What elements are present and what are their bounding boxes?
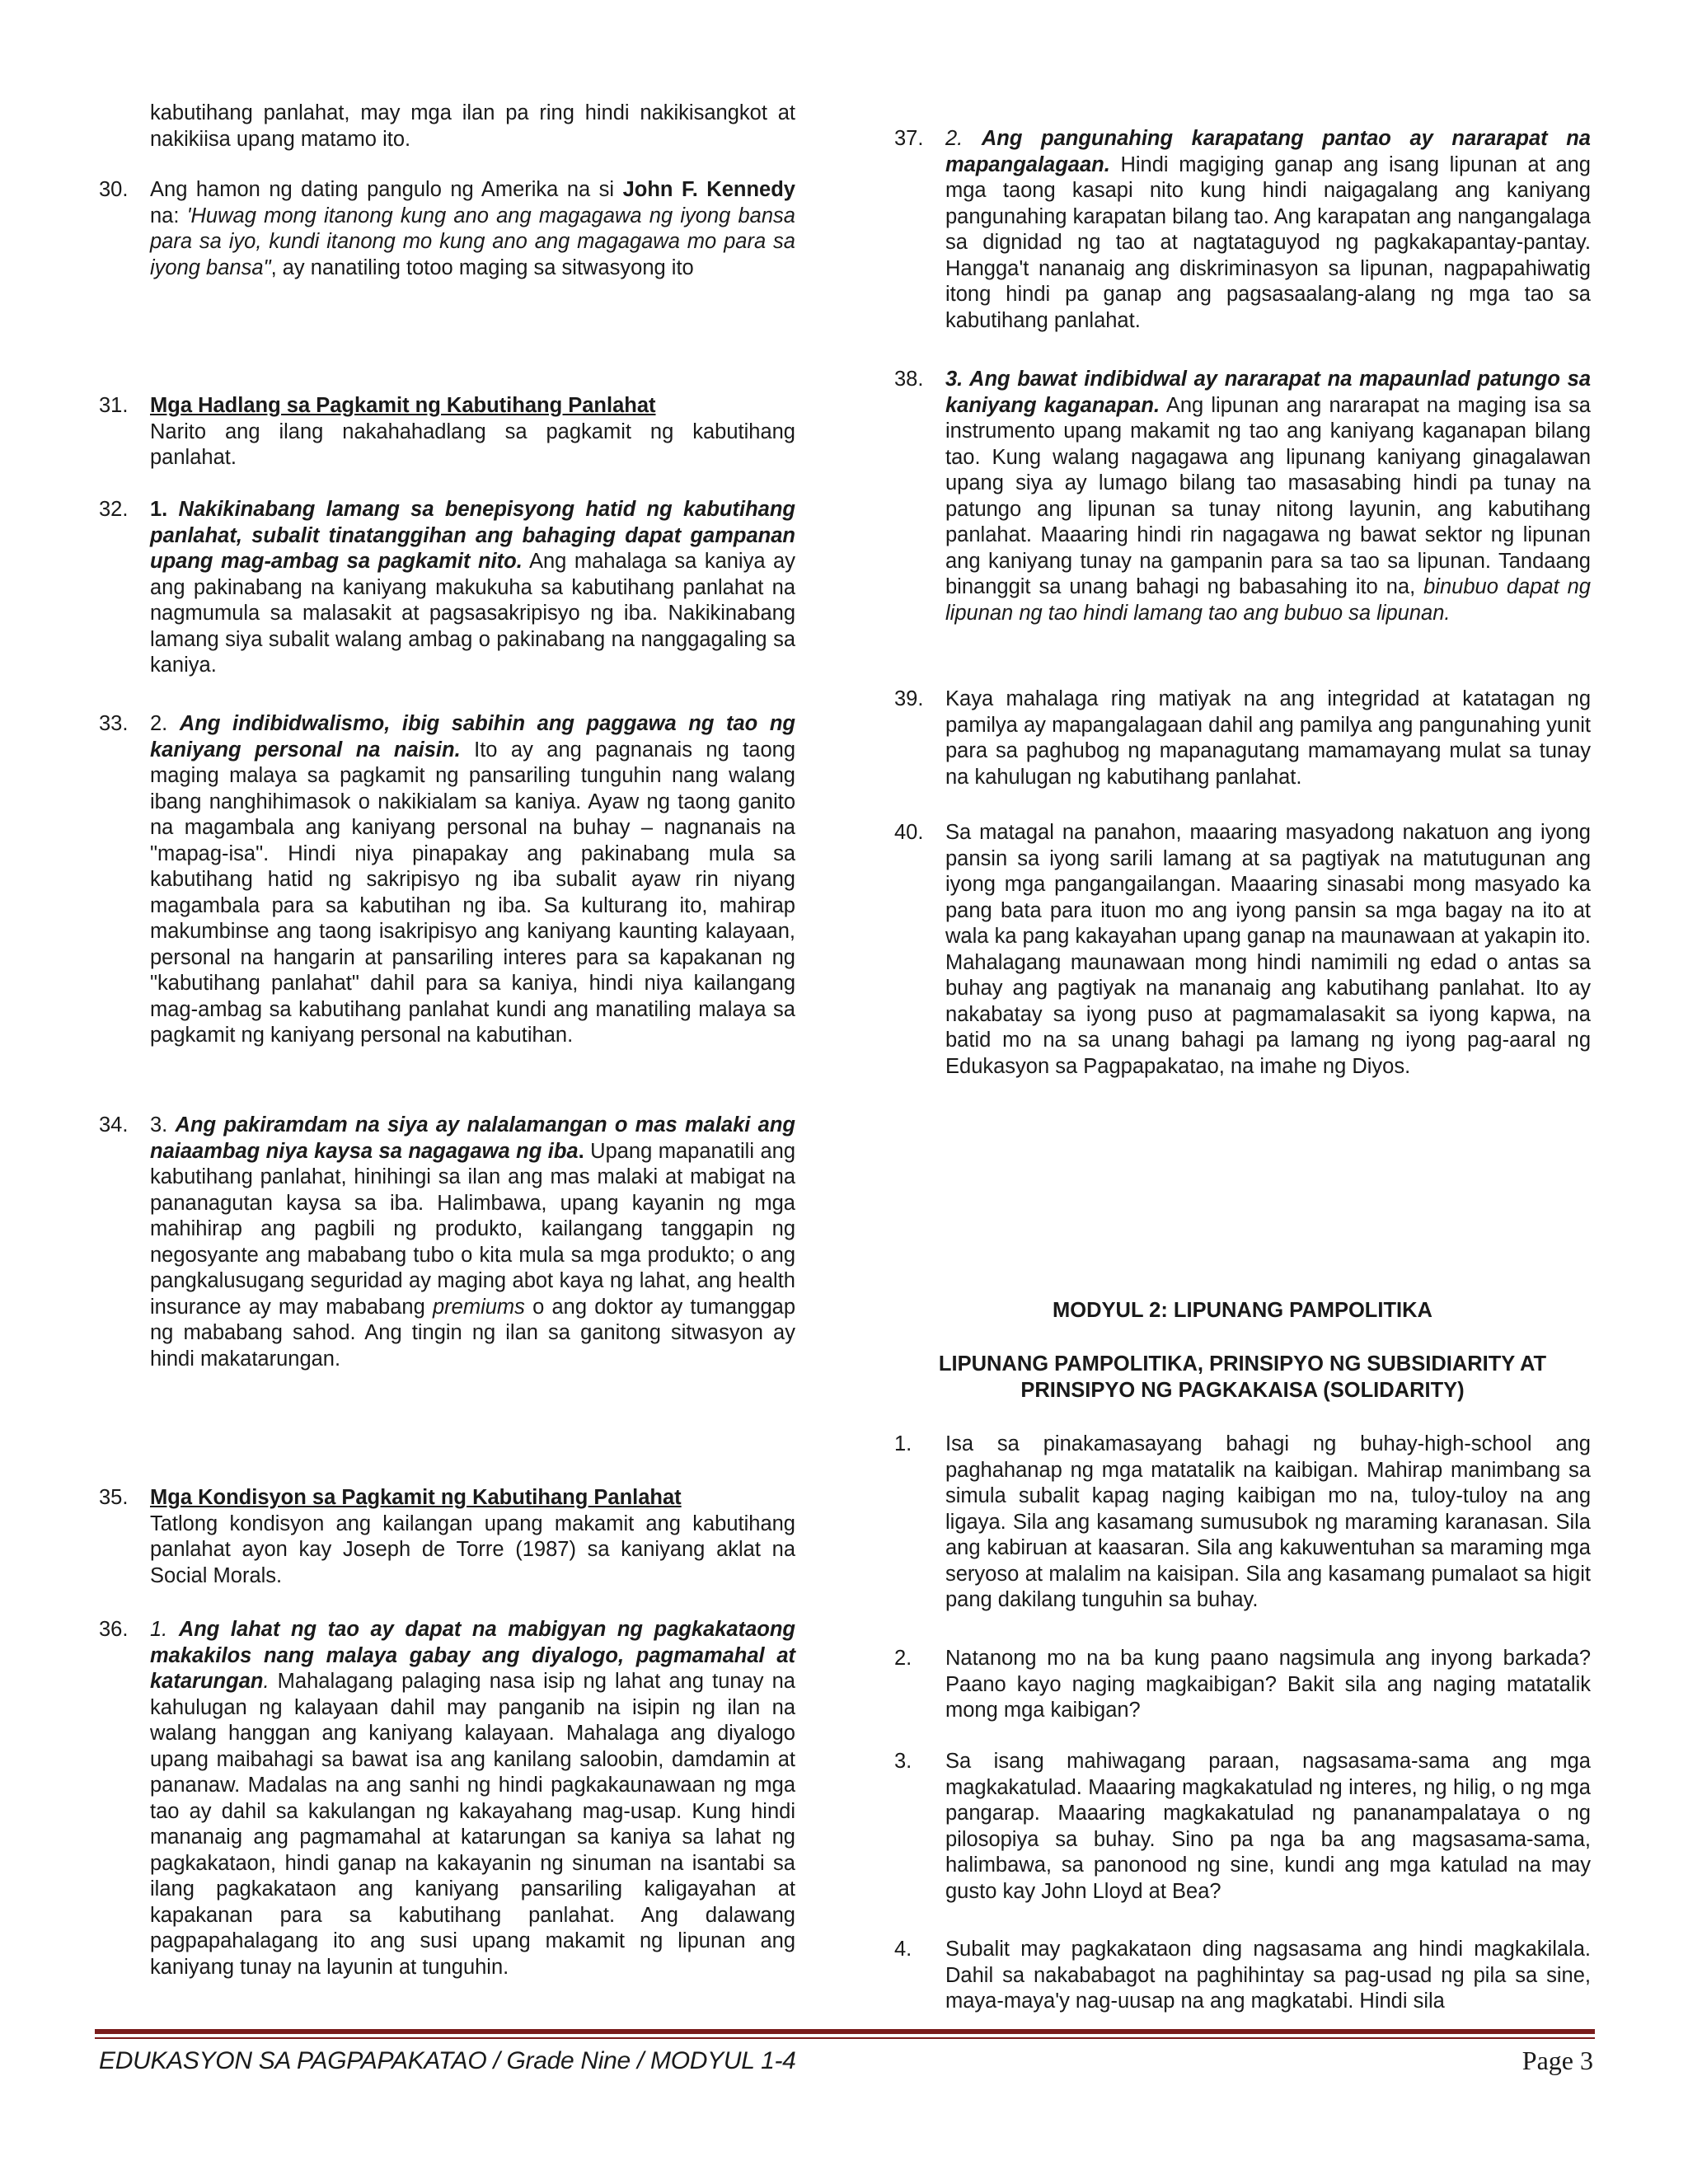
continued-paragraph: kabutihang panlahat, may mga ilan pa ring hindi nakikisangkot at nakikiisa upang matamo ito.: [150, 101, 795, 151]
item-31: 31. Mga Hadlang sa Pagkamit ng Kabutihang Panlahat Narito ang ilang nakahahadlang sa pagkamit ng kabutihang panlahat.: [99, 394, 795, 469]
item-30: 30. Ang hamon ng dating pangulo ng Amerika na si John F. Kennedy na: 'Huwag mong itanong kung ano ang magagawa ng iyong bansa para sa iyo, kundi itanong mo kung ano ang magagawa mo para sa iyong bansa", ay nanatiling totoo maging sa sitwasyong ito: [99, 178, 795, 279]
page-number: Page 3: [1522, 2046, 1593, 2075]
item-36: 36. 1. Ang lahat ng tao ay dapat na mabigyan ng pagkakataong makakilos nang malaya gabay ang diyalogo, pagmamahal at katarungan. Mahalagang palaging nasa isip ng lahat ang tunay na kahulugan ng kalayaan dahil may panganib na isipin ng ilan na walang hanggan ang kaniyang kalayaan. Mahalaga ang diyalogo upang maibahagi sa bawat isa ang kanilang saloobin, damdamin at pananaw. Madalas na ang sanhi ng hindi pagkakaunawaan ng mga tao ay dahil sa kakulangan ng kakayahang mag-usap. Kung hindi mananaig ang pagmamahal at katarungan sa kaniya sa lahat ng pagkakataon, hindi ganap na kakayanin ng sinuman na isantabi sa ilang pagkakataon ang kaniyang pansariling kaligayahan at kapakanan para sa kabutihang panlahat. Ang dalawang pagpapahalagang ito ang susi upang makamit ng lipunan ang kaniyang tunay na layunin at tunguhin.: [99, 1618, 795, 1979]
module-item-2: 2. Natanong mo na ba kung paano nagsimula ang inyong barkada? Paano kayo naging magkaibigan? Bakit sila ang naging matatalik mong mga kaibigan?: [894, 1647, 1591, 1722]
item-35: 35. Mga Kondisyon sa Pagkamit ng Kabutihang Panlahat Tatlong kondisyon ang kailangan upang makamit ang kabutihang panlahat ayon kay Joseph de Torre (1987) sa kaniyang aklat na Social Morals.: [99, 1486, 795, 1587]
footer-rule-thin: [95, 2037, 1595, 2039]
footer-rule: [95, 2029, 1595, 2034]
item-34: 34. 3. Ang pakiramdam na siya ay nalalamangan o mas malaki ang naiaambag niya kaysa sa nagagawa ng iba. Upang mapanatili ang kabutihang panlahat, hinihingi sa ilan ang mas malaki at mabigat na pananagutan kaysa sa iba. Halimbawa, upang kayanin ng mga mahihirap ang pagbili ng produkto, kailangang tanggapin ng negosyante ang mababang tubo o kita mula sa mga produkto; o ang pangkalusugang seguridad ay maging abot kaya ng lahat, ang health insurance ay may mababang premiums o ang doktor ay tumanggap ng mababang sahod. Ang tingin ng ilan sa ganitong sitwasyon ay hindi makatarungan.: [99, 1113, 795, 1371]
item-32: 32. 1. Nakikinabang lamang sa benepisyong hatid ng kabutihang panlahat, subalit tinatanggihan ang bahaging dapat gampanan upang mag-ambag sa pagkamit nito. Ang mahalaga sa kaniya ay ang pakinabang na kaniyang makukuha sa kabutihang panlahat na nagmumula sa malasakit at pagsasakripisyo ng iba. Nakikinabang lamang siya subalit walang ambag o pakinabang na nanggagaling sa kaniya.: [99, 498, 795, 677]
item-39: 39. Kaya mahalaga ring matiyak na ang integridad at katatagan ng pamilya ay mapangalagaan dahil ang pamilya ang pangunahing yunit para sa paghubog ng mapanagutang mamamayang mulat sa tunay na kahulugan ng kabutihang panlahat.: [894, 687, 1591, 789]
module-item-4: 4. Subalit may pagkakataon ding nagsasama ang hindi magkakilala. Dahil sa nakababagot na paghihintay sa pag-usad ng pila sa sine, maya-maya'y nag-uusap na ang magkatabi. Hindi sila: [894, 1938, 1591, 2013]
section-heading: Mga Kondisyon sa Pagkamit ng Kabutihang Panlahat: [150, 1486, 682, 1509]
footer-title: EDUKASYON SA PAGPAPAKATAO / Grade Nine / MODYUL 1-4: [99, 2047, 796, 2074]
module-title: MODYUL 2: LIPUNANG PAMPOLITIKA: [1053, 1299, 1432, 1322]
section-heading: Mga Hadlang sa Pagkamit ng Kabutihang Panlahat: [150, 394, 656, 417]
module-item-1: 1. Isa sa pinakamasayang bahagi ng buhay-high-school ang paghahanap ng mga matatalik na kaibigan. Mahirap manimbang sa simula subalit kapag naging kaibigan mo na, tuloy-tuloy na ang ligaya. Sila ang kasamang sumusubok ng maraming karanasan. Sila ang kabiruan at kaasaran. Sila ang kakuwentuhan sa maraming mga seryoso at malalim na kaisipan. Sila ang kasamang pumalaot sa higit pang dakilang tunguhin sa buhay.: [894, 1432, 1591, 1611]
item-40: 40. Sa matagal na panahon, maaaring masyadong nakatuon ang iyong pansin sa iyong sarili lamang at sa pagtiyak na matutugunan ang iyong mga pangangailangan. Maaaring sinasabi mong masyado ka pang bata para ituon mo ang iyong pansin sa mga bagay na ito at wala ka pang kakayahan upang ganap na maunawaan at yakapin ito. Mahalagang maunawaan mong hindi namimili ng edad o antas sa buhay ang pagtiyak na mananaig ang kabutihang panlahat. Ito ay nakabatay sa iyong puso at pagmamalasakit sa iyong kapwa, na batid mo na sa unang bahagi pa lamang ng iyong pag-aaral ng Edukasyon sa Pagpapakatao, na imahe ng Diyos.: [894, 821, 1591, 1078]
item-37: 37. 2. Ang pangunahing karapatang pantao ay nararapat na mapangalagaan. Hindi magiging ganap ang isang lipunan at ang mga taong kasapi nito kung hindi naigagalang ang kaniyang pangunahing karapatan bilang tao. Ang karapatan ang nangangalaga sa dignidad ng tao at nagtataguyod ng pagkakapantay-pantay. Hangga't nananaig ang diskriminasyon sa lipunan, nagpapahiwatig itong hindi pa ganap ang pagsasaalang-alang ng mga tao sa kabutihang panlahat.: [894, 127, 1591, 332]
item-33: 33. 2. Ang indibidwalismo, ibig sabihin ang paggawa ng tao ng kaniyang personal na naisin. Ito ay ang pagnanais ng taong maging malaya sa pagkamit ng pansariling tunguhin nang walang ibang nanghihimasok o nakikialam sa kaniya. Ayaw ng taong ganito na magambala ang kaniyang personal na buhay – nagnanais na "mapag-isa". Hindi niya pinapakay ang pakinabang mula sa kabutihang hatid ng sakripisyo ng iba subalit ayaw rin niyang magambala para sa kabutihan ng iba. Sa kulturang ito, mahirap makumbinse ang taong isakripisyo ang kaniyang kaunting kalayaan, personal na hangarin at pansariling interes para sa kapakanan ng "kabutihang panlahat" dahil para sa kaniya, hindi niya kailangang mag-ambag sa kabutihang panlahat kundi ang manatiling malaya sa pagkamit ng kaniyang personal na kabutihan.: [99, 712, 795, 1047]
module-item-3: 3. Sa isang mahiwagang paraan, nagsasama-sama ang mga magkakatulad. Maaaring magkakatulad ng interes, ng hilig, o ng mga pangarap. Maaaring magkakatulad ng pananampalataya o ng pilosopiya sa buhay. Sino pa nga ba ang magsasama-sama, halimbawa, sa panonood ng sine, kundi ang mga katulad na may gusto kay John Lloyd at Bea?: [894, 1750, 1591, 1903]
item-38: 38. 3. Ang bawat indibidwal ay nararapat na mapaunlad patungo sa kaniyang kaganapan. Ang lipunan ang nararapat na maging isa sa instrumento upang makamit ng tao ang kaniyang kaganapan bilang tao. Kung walang nagagawa ang lipunang kaniyang ginagalawan upang siya ay lumago bilang tao masasabing hindi pa tunay na patungo ang lipunan sa tunay nitong layunin, ang kabutihang panlahat. Maaaring hindi rin nagagawa ng bawat sektor ng lipunan ang kaniyang tunay na gampanin para sa tao sa lipunan. Tandaang binanggit sa unang bahagi ng babasahing ito na, binubuo dapat ng lipunan ng tao hindi lamang tao ang bubuo sa lipunan.: [894, 368, 1592, 625]
module-subtitle: LIPUNANG PAMPOLITIKA, PRINSIPYO NG SUBSIDIARITY AT PRINSIPYO NG PAGKAKAISA (SOLIDARITY): [938, 1352, 1547, 1402]
